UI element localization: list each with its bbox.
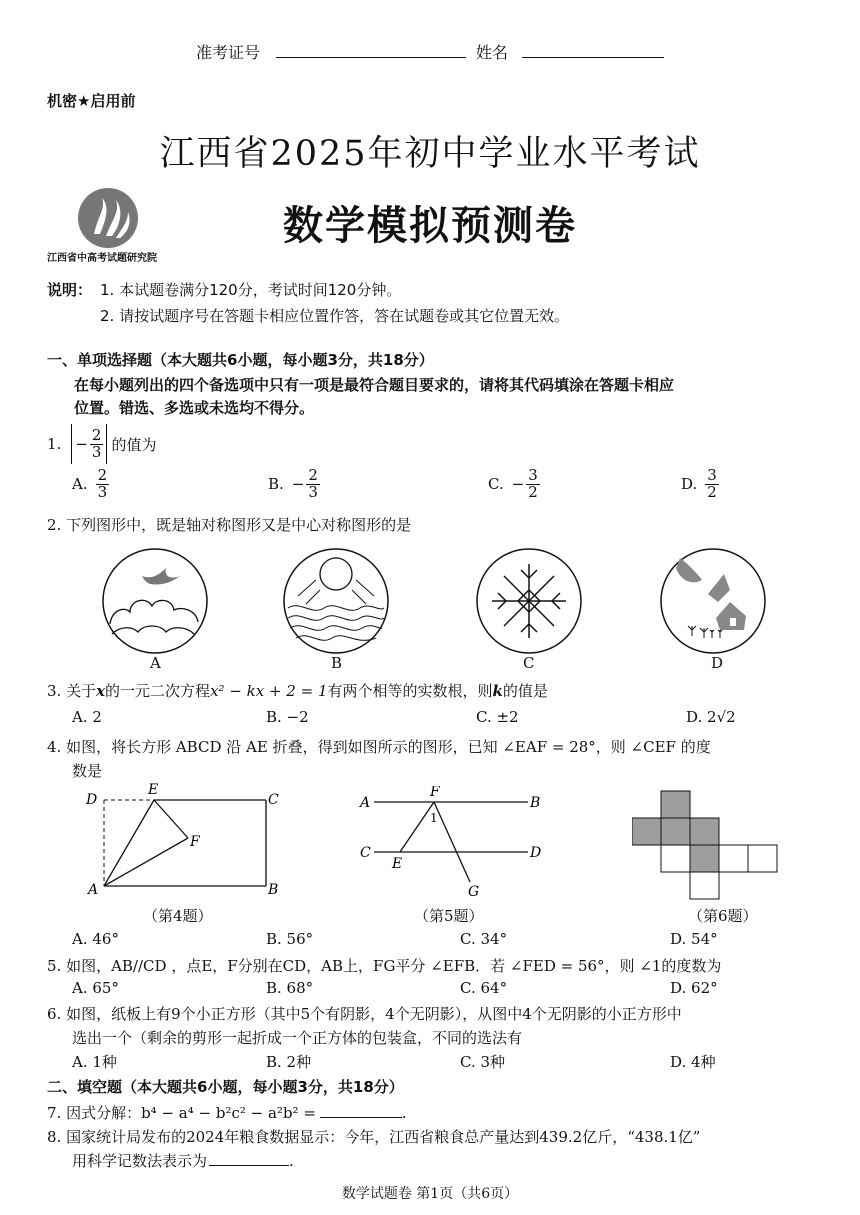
fig5-label-g: G [468, 884, 480, 900]
q2-label-b: B [331, 654, 343, 672]
fig4-label-d: D [86, 792, 98, 808]
logo-text: 江西省中高考试题研究院 [47, 253, 157, 264]
q2-label-c: C [523, 654, 535, 672]
parallel-lines-diagram [356, 786, 556, 902]
question-6-line-1: 6. 如图，纸板上有9个小正方形（其中5个有阴影，4个无阴影），从图中4个无阴影的小正方形中 [47, 1005, 682, 1023]
q6-option-a[interactable]: A. 1种 [72, 1053, 117, 1071]
exam-id-field[interactable] [276, 57, 466, 58]
fig5-label-a: A [360, 795, 371, 811]
q3-option-b[interactable]: B. −2 [266, 708, 309, 726]
cube-net-diagram [632, 790, 782, 902]
question-2: 2. 下列图形中，既是轴对称图形又是中心对称图形的是 [47, 516, 412, 534]
figure-6 [632, 790, 782, 906]
section-1-desc-1: 在每小题列出的四个备选项中只有一项是最符合题目要求的，请将其代码填涂在答题卡相应 [74, 376, 675, 394]
q1-number: 1. [47, 435, 62, 453]
q6-option-d[interactable]: D. 4种 [670, 1053, 716, 1071]
q2-figure-d[interactable] [658, 546, 768, 660]
net-square-blank[interactable] [748, 845, 777, 872]
q2-label-d: D [711, 654, 724, 672]
fig4-label-f: F [190, 834, 200, 850]
question-6-line-2: 选出一个（剩余的剪形一起折成一个正方体的包装盒，不同的选法有 [72, 1029, 523, 1047]
net-square-shaded [661, 791, 690, 818]
secret-label: 机密★启用前 [47, 92, 136, 110]
fig4-label-e: E [148, 782, 159, 798]
question-1 [47, 424, 156, 464]
q1-option-b[interactable]: B. − $\frac{2}{3}$ [268, 466, 318, 501]
net-square-shaded [661, 818, 690, 845]
q8-answer-blank[interactable] [209, 1151, 289, 1166]
instructions-line-2: 2. 请按试题序号在答题卡相应位置作答，答在试题卷或其它位置无效。 [100, 307, 570, 325]
q6-option-c[interactable]: C. 3种 [460, 1053, 506, 1071]
q3-option-d[interactable]: D. 2√2 [686, 708, 736, 726]
exam-title: 江西省2025年初中学业水平考试 [159, 134, 701, 174]
q1-text: 的值为 [111, 435, 157, 454]
fig5-label-b: B [530, 795, 541, 811]
q4-option-d[interactable]: D. 54° [670, 930, 718, 948]
q4-option-b[interactable]: B. 56° [266, 930, 314, 948]
sun-waves-icon [280, 546, 392, 656]
q1-option-d[interactable]: D. $\frac{3}{2}$ [681, 466, 717, 501]
folded-rectangle-diagram [80, 780, 290, 900]
figure-4-caption: （第4题） [143, 907, 213, 925]
q7-answer-blank[interactable] [320, 1103, 402, 1118]
q3-option-c[interactable]: C. ±2 [476, 708, 519, 726]
q1-option-a[interactable]: A. $\frac{2}{3}$ [72, 466, 108, 501]
paper-subtitle: 数学模拟预测卷 [283, 203, 577, 249]
q4-option-a[interactable]: A. 46° [72, 930, 119, 948]
q1-frac-den: 3 [91, 442, 102, 461]
section-1-heading: 一、单项选择题（本大题共6小题，每小题3分，共18分） [47, 351, 434, 369]
fig4-label-c: C [268, 792, 279, 808]
fig4-label-b: B [268, 882, 279, 898]
net-square-shaded [690, 818, 719, 845]
q7-text: 7. 因式分解：b⁴ − a⁴ − b²c² − a²b² = [47, 1104, 316, 1122]
q6-option-b[interactable]: B. 2种 [266, 1053, 312, 1071]
exam-id-label: 准考证号 [196, 43, 261, 62]
q3-option-a[interactable]: A. 2 [72, 708, 102, 726]
q5-option-a[interactable]: A. 65° [72, 979, 119, 997]
q5-option-d[interactable]: D. 62° [670, 979, 718, 997]
name-label: 姓名 [476, 43, 509, 62]
question-4-line-1: 4. 如图，将长方形 ABCD 沿 AE 折叠，得到如图所示的图形，已知 ∠EAF = 28°，则 ∠CEF 的度 [47, 738, 711, 756]
question-5: 5. 如图，AB//CD ，点E，F分别在CD，AB上，FG平分 ∠EFB．若 ∠FED = 56°，则 ∠1的度数为 [47, 957, 722, 975]
question-3: 3. 关于x的一元二次方程x² − kx + 2 = 1有两个相等的实数根，则k的值是 [47, 682, 548, 700]
fig5-label-c: C [360, 845, 371, 861]
snowflake-icon [474, 546, 584, 656]
q2-figure-b[interactable] [280, 546, 392, 660]
question-8-line-2: 用科学记数法表示为 . [72, 1152, 294, 1170]
fig5-label-d: D [530, 845, 542, 861]
fig5-label-angle-1: 1 [430, 811, 438, 825]
fig5-label-e: E [392, 856, 403, 872]
fig5-label-f: F [430, 786, 440, 800]
net-square-blank[interactable] [661, 845, 690, 872]
section-1-desc-2: 位置。错选、多选或未选均不得分。 [74, 399, 315, 417]
fig4-label-a: A [88, 882, 99, 898]
page-footer: 数学试题卷 第1页（共6页） [341, 1186, 519, 1202]
net-square-shaded [632, 818, 661, 845]
question-7: 7. 因式分解：b⁴ − a⁴ − b²c² − a²b² = . [47, 1104, 407, 1122]
section-2-heading: 二、填空题（本大题共6小题，每小题3分，共18分） [47, 1078, 404, 1096]
figure-5-caption: （第5题） [414, 907, 484, 925]
q4-option-c[interactable]: C. 34° [460, 930, 508, 948]
question-8-line-1: 8. 国家统计局发布的2024年粮食数据显示：今年，江西省粮食总产量达到439.2亿斤，“438.1亿” [47, 1128, 701, 1146]
q1-frac-num: 2 [91, 425, 102, 444]
net-square-blank[interactable] [719, 845, 748, 872]
q5-option-c[interactable]: C. 64° [460, 979, 508, 997]
bird-clouds-icon [100, 546, 210, 656]
net-square-shaded [690, 845, 719, 872]
q2-figure-a[interactable] [100, 546, 210, 660]
house-sun-icon [658, 546, 768, 656]
net-square-blank[interactable] [690, 872, 719, 899]
q5-option-b[interactable]: B. 68° [266, 979, 314, 997]
figure-6-caption: （第6题） [688, 907, 758, 925]
question-4-line-2: 数是 [72, 762, 103, 780]
q1-option-c[interactable]: C. − $\frac{3}{2}$ [488, 466, 538, 501]
q1-absolute-value: − $\frac{2}{3}$ [71, 424, 107, 464]
instructions-line-1: 1. 本试题卷满分120分，考试时间120分钟。 [100, 281, 402, 299]
figure-4 [80, 780, 290, 904]
q2-figure-c[interactable] [474, 546, 584, 660]
figure-5 [356, 786, 556, 906]
name-field[interactable] [522, 57, 664, 58]
instructions-prefix: 说明： [47, 281, 93, 299]
q2-label-a: A [150, 654, 161, 672]
